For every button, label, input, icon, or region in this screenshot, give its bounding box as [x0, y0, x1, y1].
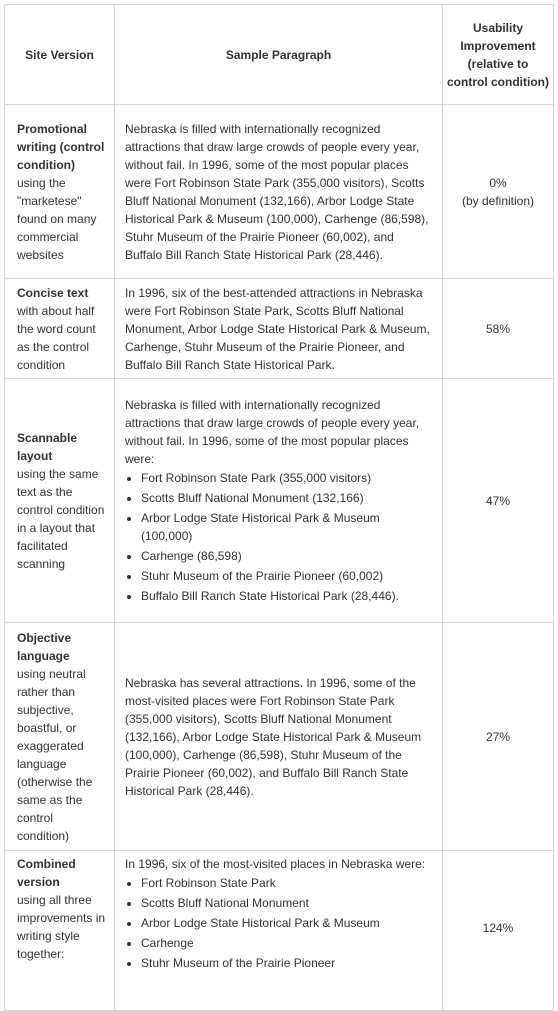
usability-table: [4, 4, 554, 1011]
version-description: with about half the word count as the control condition: [17, 303, 96, 372]
header-usability-improvement: Usability Improvement (relative to control condition): [443, 5, 554, 105]
version-name: Objective language: [17, 630, 72, 663]
improvement-cell: [443, 105, 554, 279]
improvement-cell: [443, 623, 554, 851]
list-item: • Fort Robinson State Park: [141, 873, 434, 893]
version-description: using the "marketese" found on many commercial websites: [17, 175, 97, 262]
sample-text: Nebraska is filled with internationally recognized attractions that draw large crowds of people every year, without fail. In 1996, some of the most popular places were Fort Robinson State Park (355,000 visitors), Scotts Bluff National Monument (132,166), Arbor Lodge State Historical Park & Museum (100,000), Carhenge (86,598), Stuhr Museum of the Prairie Pioneer (60,002), and Buffalo Bill Ranch State Historical Park (28,446).: [125, 121, 429, 262]
improvement-value: 124%: [482, 921, 514, 935]
version-description: using neutral rather than subjective, boastful, or exaggerated language (otherwise the same as the control condition): [17, 666, 93, 843]
attraction-list: [125, 468, 434, 606]
version-name: Scannable layout: [17, 430, 78, 463]
list-item: • Stuhr Museum of the Prairie Pioneer: [141, 953, 434, 973]
version-description: using the same text as the control condition in a layout that facilitated scanning: [17, 466, 105, 571]
improvement-cell: [443, 851, 554, 1011]
list-item: • Buffalo Bill Ranch State Historical Park (28,446).: [141, 586, 434, 606]
improvement-cell: [443, 279, 554, 379]
sample-paragraph-cell: [115, 623, 443, 851]
site-version-cell: [5, 379, 115, 623]
improvement-value: 27%: [485, 729, 511, 744]
table-row: [5, 279, 554, 379]
sample-paragraph-cell: [115, 851, 443, 1011]
list-item: • Carhenge (86,598): [141, 546, 434, 566]
site-version-cell: [5, 105, 115, 279]
version-name: Concise text: [17, 285, 89, 300]
sample-text: Nebraska has several attractions. In 1996, some of the most-visited places were Fort Robinson State Park (355,000 visitors), Scotts Bluff National Monument (132,166), Arbor Lodge State Historical Park & Museum (100,000), Carhenge (86,598), Stuhr Museum of the Prairie Pioneer (60,002), and Buffalo Bill Ranch State Historical Park (28,446).: [125, 675, 422, 798]
version-description: using all three improvements in writing style together:: [17, 893, 106, 961]
table-row: [5, 623, 554, 851]
improvement-note: (by definition): [461, 193, 535, 208]
improvement-value: 47%: [485, 493, 511, 508]
table-container: [4, 4, 553, 970]
site-version-cell: [5, 279, 115, 379]
list-item: • Stuhr Museum of the Prairie Pioneer (60,002): [141, 566, 434, 586]
table-row: [5, 851, 554, 1011]
sample-intro: Nebraska is filled with internationally recognized attractions that draw large crowds of people every year, without fail. In 1996, some of the most popular places were:: [125, 397, 420, 466]
list-item: • Arbor Lodge State Historical Park & Museum: [141, 913, 434, 933]
site-version-cell: [5, 623, 115, 851]
header-site-version: Site Version: [5, 5, 115, 105]
table-row: [5, 105, 554, 279]
sample-paragraph-cell: [115, 105, 443, 279]
sample-paragraph-cell: [115, 279, 443, 379]
improvement-value: 58%: [485, 321, 511, 336]
improvement-cell: [443, 379, 554, 623]
list-item: • Scotts Bluff National Monument: [141, 893, 434, 913]
sample-text: In 1996, six of the best-attended attractions in Nebraska were Fort Robinson State Park, Scotts Bluff National Monument, Arbor Lodge State Historical Park & Museum, Carhenge, Stuhr Museum of the Prairie Pioneer, and Buffalo Bill Ranch State Historical Park.: [125, 285, 430, 372]
list-item: • Fort Robinson State Park (355,000 visitors): [141, 468, 434, 488]
list-item: • Arbor Lodge State Historical Park & Museum (100,000): [141, 508, 434, 546]
header-sample-paragraph: Sample Paragraph: [115, 5, 443, 105]
sample-intro: In 1996, six of the most-visited places in Nebraska were:: [125, 857, 426, 871]
list-item: • Carhenge: [141, 933, 434, 953]
version-name: Promotional writing (control condition): [17, 121, 105, 172]
list-item: • Scotts Bluff National Monument (132,166): [141, 488, 434, 508]
sample-paragraph-cell: [115, 379, 443, 623]
header-row: [5, 5, 554, 105]
table-row: [5, 379, 554, 623]
version-name: Combined version: [17, 857, 76, 889]
attraction-list: [125, 873, 434, 973]
site-version-cell: [5, 851, 115, 1011]
improvement-value: 0%: [489, 175, 507, 190]
